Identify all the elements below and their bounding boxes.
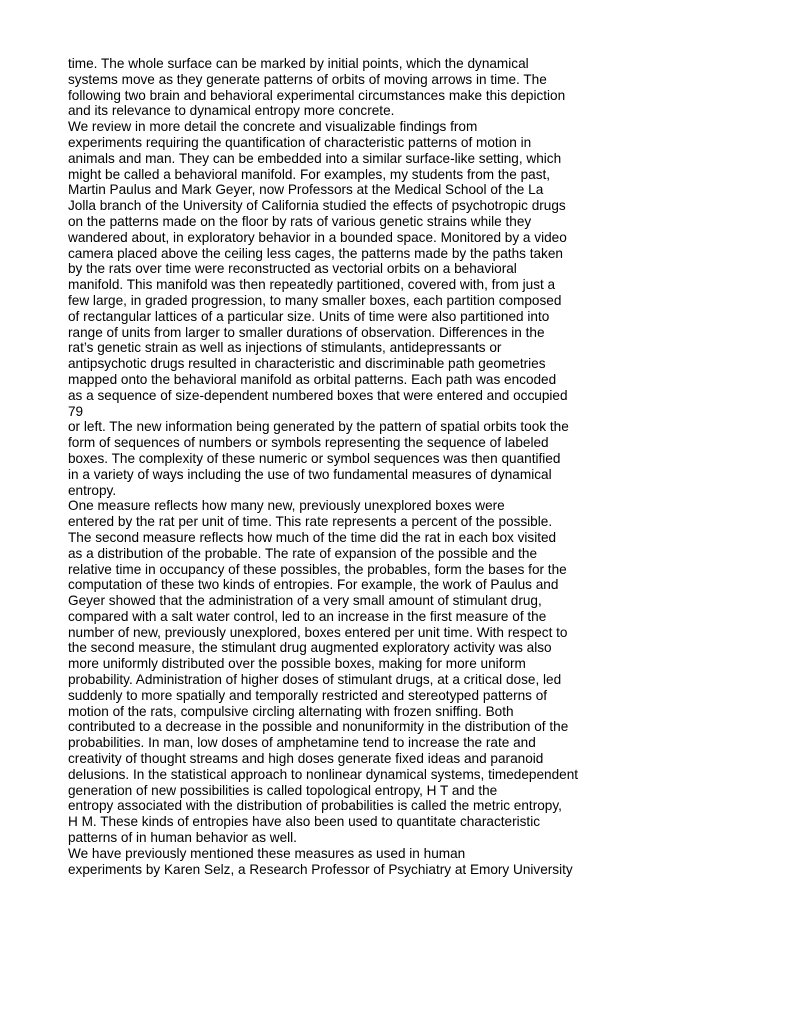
text-line: We have previously mentioned these measures as used in human <box>68 845 466 861</box>
text-line: relative time in occupancy of these possibles, the probables, form the bases for the <box>68 561 567 577</box>
text-line: Geyer showed that the administration of a very small amount of stimulant drug, <box>68 593 542 609</box>
text-line: entropy associated with the distribution of probabilities is called the metric entropy, <box>68 798 562 814</box>
text-line: few large, in graded progression, to many smaller boxes, each partition composed <box>68 292 562 308</box>
text-line: wandered about, in exploratory behavior in a bounded space. Monitored by a video <box>68 229 567 245</box>
document-body <box>68 56 668 877</box>
text-line: and its relevance to dynamical entropy more concrete. <box>68 103 395 119</box>
text-line: suddenly to more spatially and temporally restricted and stereotyped patterns of <box>68 687 548 703</box>
text-line: motion of the rats, compulsive circling alternating with frozen sniffing. Both <box>68 703 514 719</box>
text-line: form of sequences of numbers or symbols representing the sequence of labeled <box>68 435 549 451</box>
text-line: We review in more detail the concrete and visualizable findings from <box>68 119 478 135</box>
text-line: Martin Paulus and Mark Geyer, now Professors at the Medical School of the La <box>68 182 544 198</box>
text-line: number of new, previously unexplored, boxes entered per unit time. With respect to <box>68 624 568 640</box>
text-line: range of units from larger to smaller durations of observation. Differences in the <box>68 324 545 340</box>
text-line: mapped onto the behavioral manifold as orbital patterns. Each path was encoded <box>68 371 557 387</box>
text-line: probabilities. In man, low doses of amphetamine tend to increase the rate and <box>68 735 536 751</box>
text-line: antipsychotic drugs resulted in characteristic and discriminable path geometries <box>68 356 546 372</box>
text-line: might be called a behavioral manifold. For examples, my students from the past, <box>68 166 551 182</box>
text-line: One measure reflects how many new, previously unexplored boxes were <box>68 498 505 514</box>
text-line: following two brain and behavioral experimental circumstances make this depiction <box>68 87 566 103</box>
text-line: experiments requiring the quantification of characteristic patterns of motion in <box>68 134 532 150</box>
text-line: boxes. The complexity of these numeric or symbol sequences was then quantified <box>68 450 561 466</box>
text-line: experiments by Karen Selz, a Research Professor of Psychiatry at Emory University <box>68 861 573 877</box>
text-line: manifold. This manifold was then repeatedly partitioned, covered with, from just a <box>68 277 556 293</box>
text-line: in a variety of ways including the use of two fundamental measures of dynamical <box>68 466 552 482</box>
text-line: rat’s genetic strain as well as injections of stimulants, antidepressants or <box>68 340 502 356</box>
text-line: computation of these two kinds of entropies. For example, the work of Paulus and <box>68 577 559 593</box>
text-line: Jolla branch of the University of California studied the effects of psychotropic drugs <box>68 198 566 214</box>
text-line: The second measure reflects how much of the time did the rat in each box visited <box>68 529 557 545</box>
page-number: 79 <box>68 403 84 419</box>
text-line: delusions. In the statistical approach to nonlinear dynamical systems, timedependent <box>68 766 579 782</box>
text-line: the second measure, the stimulant drug augmented exploratory activity was also <box>68 640 552 656</box>
text-line: creativity of thought streams and high doses generate fixed ideas and paranoid <box>68 751 544 767</box>
text-line: animals and man. They can be embedded into a similar surface-like setting, which <box>68 150 562 166</box>
text-line: of rectangular lattices of a particular size. Units of time were also partitioned into <box>68 308 550 324</box>
text-line: or left. The new information being generated by the pattern of spatial orbits took the <box>68 419 569 435</box>
text-line: H M. These kinds of entropies have also been used to quantitate characteristic <box>68 814 541 830</box>
text-line: compared with a salt water control, led to an increase in the first measure of the <box>68 608 547 624</box>
text-line: on the patterns made on the floor by rats of various genetic strains while they <box>68 213 532 229</box>
text-line: more uniformly distributed over the possible boxes, making for more uniform <box>68 656 526 672</box>
text-line: entropy. <box>68 482 117 498</box>
text-line: by the rats over time were reconstructed as vectorial orbits on a behavioral <box>68 261 517 277</box>
text-line: generation of new possibilities is called topological entropy, H T and the <box>68 782 498 798</box>
text-line: as a distribution of the probable. The rate of expansion of the possible and the <box>68 545 538 561</box>
text-line: camera placed above the ceiling less cages, the patterns made by the paths taken <box>68 245 563 261</box>
text-line: probability. Administration of higher doses of stimulant drugs, at a critical dose, led <box>68 672 562 688</box>
text-line: patterns of in human behavior as well. <box>68 830 297 846</box>
text-line: time. The whole surface can be marked by initial points, which the dynamical <box>68 56 529 71</box>
text-line: contributed to a decrease in the possible and nonuniformity in the distribution of the <box>68 719 569 735</box>
text-line: entered by the rat per unit of time. This rate represents a percent of the possible. <box>68 514 553 530</box>
text-line: systems move as they generate patterns of orbits of moving arrows in time. The <box>68 71 547 87</box>
text-line: as a sequence of size-dependent numbered boxes that were entered and occupied <box>68 387 568 403</box>
